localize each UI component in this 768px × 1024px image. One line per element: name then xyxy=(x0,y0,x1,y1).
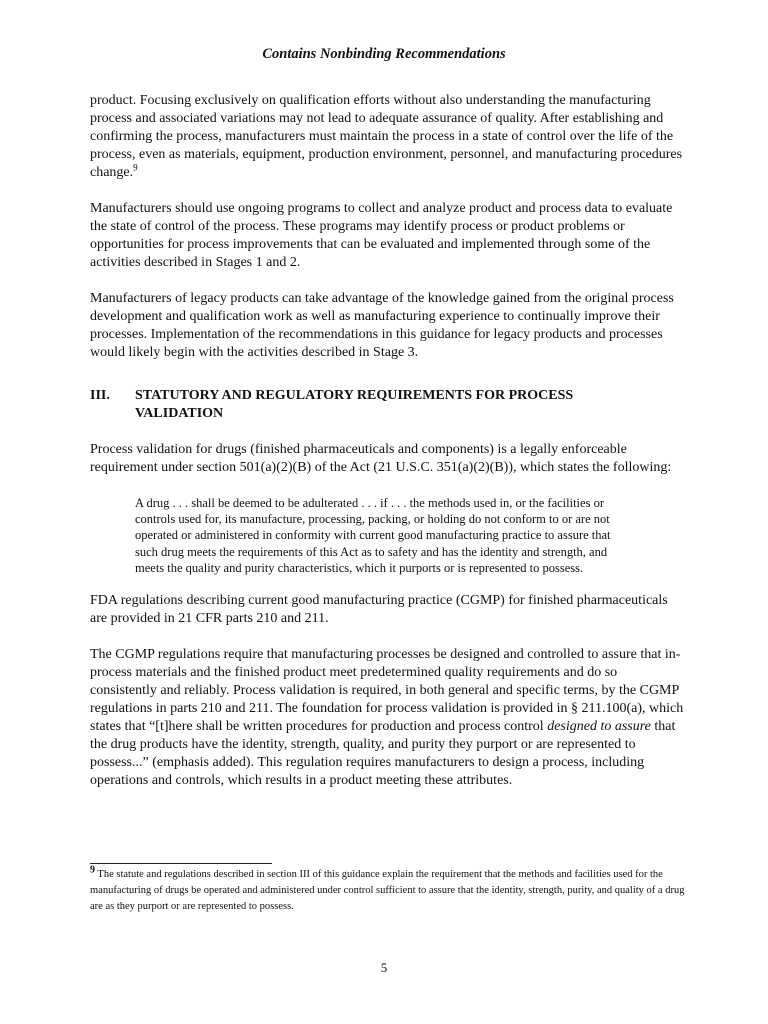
paragraph-text-part-1: The CGMP regulations require that manufacturing processes be designed and controlled to assure that in-process materials and the finished product meet predetermined quality requirements and do so consistently and reliably. Process validation is required, in both general and specific terms, by the CGMP regulations in parts 210 and 211. The foundation for process validation is provided in § 211.100(a), which states that “[t]here shall be written procedures for production and process control xyxy=(90,647,684,735)
footnote-number: 9 xyxy=(90,864,95,876)
paragraph-fda-regulations: FDA regulations describing current good manufacturing practice (CGMP) for finished pharmaceuticals are provided in 21 CFR parts 210 and 211. xyxy=(90,593,668,627)
section-heading xyxy=(90,387,686,423)
footnote-reference[interactable]: 9 xyxy=(133,162,138,173)
paragraph-legal-requirement: Process validation for drugs (finished pharmaceuticals and components) is a legally enforceable requirement under section 501(a)(2)(B) of the Act (21 U.S.C. 351(a)(2)(B)), which states the following: xyxy=(90,442,672,475)
page-number: 5 xyxy=(380,960,388,975)
section-number: III. xyxy=(90,388,110,403)
section-title: STATUTORY AND REGULATORY REQUIREMENTS FOR PROCESS VALIDATION xyxy=(135,388,574,421)
footnote-divider xyxy=(90,863,272,864)
block-quote: A drug . . . shall be deemed to be adulterated . . . if . . . the methods used in, or the facilities or controls used for, its manufacture, processing, packing, or holding do not conform to or are not operated or administered in conformity with current good manufacturing practice to assure that such drug meets the requirements of this Act as to safety and has the identity and strength, and meets the quality and purity characteristics, which it purports or is represented to possess. xyxy=(135,496,611,575)
paragraph-legacy-products: Manufacturers of legacy products can take advantage of the knowledge gained from the original process development and qualification work as well as manufacturing experience to continually improve their processes. Implementation of the recommendations in this guidance for legacy products and processes would likely begin with the activities described in Stage 3. xyxy=(90,291,674,360)
footnote xyxy=(90,864,686,915)
body-content xyxy=(90,92,686,808)
running-header: Contains Nonbinding Recommendations xyxy=(262,46,506,62)
footnote-text: The statute and regulations described in section III of this guidance explain the requirement that the methods and facilities used for the manufacturing of drugs be operated and administered under control sufficient to assure that the identity, strength, purity, and quality of a drug are as they purport or are represented to possess. xyxy=(90,869,685,912)
emphasized-text: designed to assure xyxy=(547,719,651,735)
paragraph-cgmp-regulations xyxy=(90,646,686,790)
paragraph-ongoing-programs: Manufacturers should use ongoing programs to collect and analyze product and process data to evaluate the state of control of the process. These programs may identify process or product problems or opportunities for process improvements that can be evaluated and implemented through some of the activities described in Stages 1 and 2. xyxy=(90,201,673,270)
paragraph-text-part-2: that the drug products have the identity, strength, quality, and purity they purport or are represented to possess...” (emphasis added). This regulation requires manufacturers to design a process, including operations and controls, which results in a product meeting these attributes. xyxy=(90,719,676,789)
paragraph-qualification xyxy=(90,92,686,182)
paragraph-text: product. Focusing exclusively on qualification efforts without also understanding the manufacturing process and associated variations may not lead to adequate assurance of quality. After establishing and confirming the process, manufacturers must maintain the process in a state of control over the life of the process, even as materials, equipment, production environment, personnel, and manufacturing procedures change. xyxy=(90,93,683,180)
